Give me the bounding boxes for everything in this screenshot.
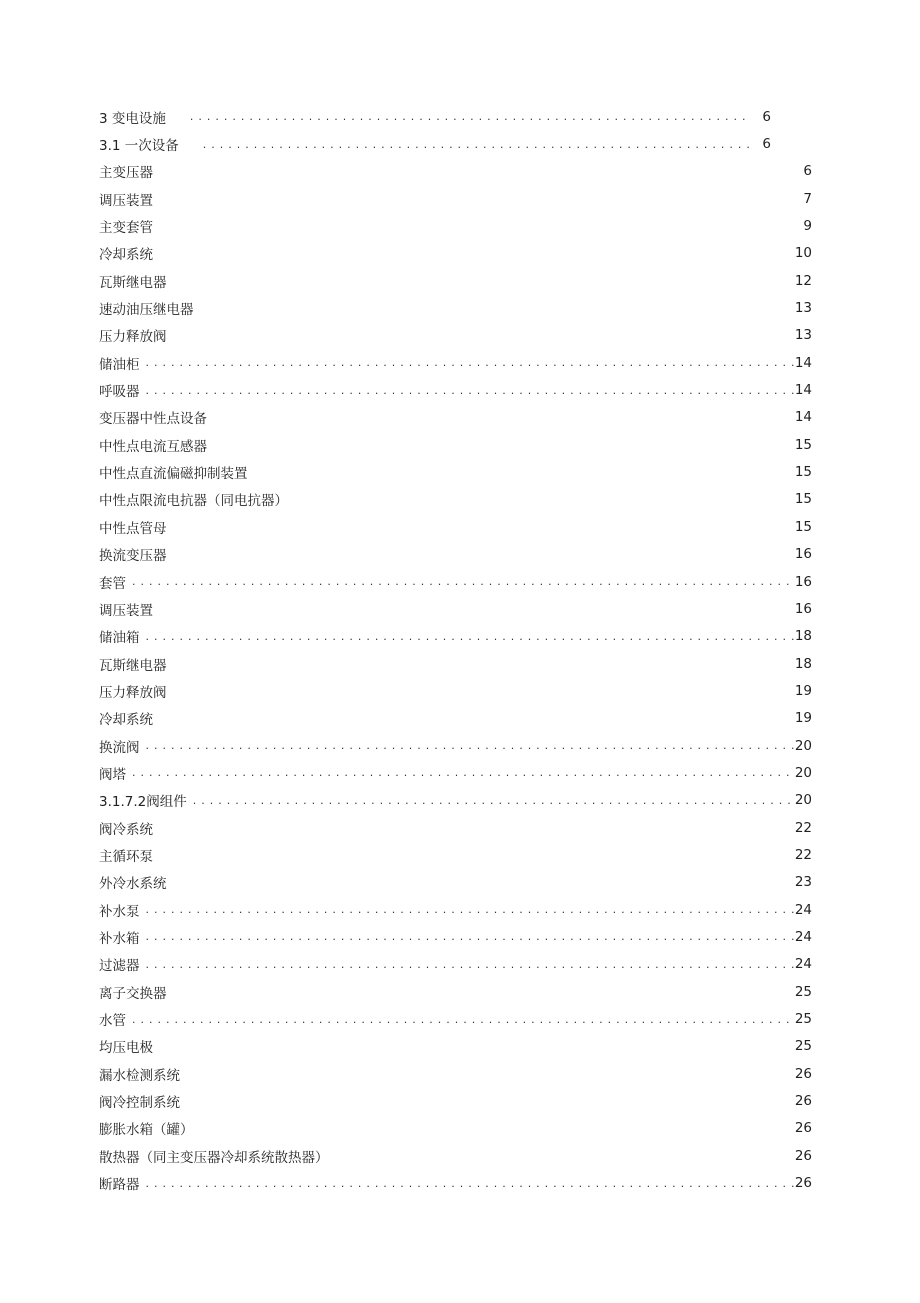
toc-entry[interactable] xyxy=(99,869,812,896)
dot-leader xyxy=(203,139,751,150)
toc-entry-page-number: 14 xyxy=(794,354,812,371)
toc-entry-page-number: 13 xyxy=(794,300,812,317)
toc-entry[interactable] xyxy=(99,623,812,650)
toc-entry[interactable] xyxy=(99,1115,812,1142)
toc-entry-title: 主循环泵 xyxy=(99,848,153,865)
toc-entry-page-number: 13 xyxy=(794,327,812,344)
toc-entry-page-number: 25 xyxy=(794,1011,812,1028)
toc-entry-title: 换流变压器 xyxy=(99,548,167,565)
toc-entry-title: 冷却系统 xyxy=(99,247,153,264)
toc-entry[interactable] xyxy=(99,759,812,786)
toc-entry-title: 压力释放阀 xyxy=(99,329,167,346)
toc-entry-title: 中性点管母 xyxy=(99,520,167,537)
toc-entry[interactable] xyxy=(99,923,812,950)
toc-entry-title: 补水泵 xyxy=(99,903,140,920)
toc-entry-page-number: 12 xyxy=(794,272,812,289)
table-of-contents xyxy=(99,103,812,1197)
toc-entry-title: 阀冷控制系统 xyxy=(99,1095,180,1112)
toc-entry-title: 膨胀水箱（罐） xyxy=(99,1122,194,1139)
toc-entry-title: 主变套管 xyxy=(99,220,153,237)
toc-entry-title: 速动油压继电器 xyxy=(99,302,194,319)
toc-entry-page-number: 26 xyxy=(794,1120,812,1137)
toc-entry[interactable] xyxy=(99,677,812,704)
toc-entry-page-number: 23 xyxy=(794,874,812,891)
toc-entry[interactable] xyxy=(99,650,812,677)
toc-entry-title: 阀冷系统 xyxy=(99,821,153,838)
toc-entry-title: 中性点限流电抗器（同电抗器） xyxy=(99,493,288,510)
toc-entry-page-number: 15 xyxy=(794,518,812,535)
toc-entry-page-number: 15 xyxy=(794,491,812,508)
toc-entry-page-number: 25 xyxy=(794,983,812,1000)
toc-entry-title: 离子交换器 xyxy=(99,985,167,1002)
toc-entry[interactable] xyxy=(99,431,812,458)
toc-entry-page-number: 20 xyxy=(794,737,812,754)
toc-entry-title: 3.1.7.2阀组件 xyxy=(99,794,187,811)
toc-entry-title: 漏水检测系统 xyxy=(99,1067,180,1084)
toc-entry[interactable] xyxy=(99,595,812,622)
dot-leader xyxy=(146,357,795,368)
toc-entry-title: 3 变电设施 xyxy=(99,110,166,127)
dot-leader xyxy=(193,795,795,806)
toc-entry[interactable] xyxy=(99,130,771,157)
toc-entry-title: 储油柜 xyxy=(99,356,140,373)
toc-entry[interactable] xyxy=(99,978,812,1005)
toc-entry-title: 阀塔 xyxy=(99,766,126,783)
toc-entry[interactable] xyxy=(99,787,812,814)
toc-entry-title: 变压器中性点设备 xyxy=(99,411,207,428)
toc-entry-page-number: 22 xyxy=(794,846,812,863)
toc-entry[interactable] xyxy=(99,185,812,212)
toc-entry-page-number: 6 xyxy=(762,136,771,153)
toc-entry[interactable] xyxy=(99,1169,812,1196)
toc-entry-page-number: 24 xyxy=(794,956,812,973)
toc-entry[interactable] xyxy=(99,158,812,185)
toc-entry-page-number: 15 xyxy=(794,436,812,453)
toc-entry[interactable] xyxy=(99,896,812,923)
toc-entry-title: 瓦斯继电器 xyxy=(99,274,167,291)
toc-entry-page-number: 24 xyxy=(794,928,812,945)
dot-leader xyxy=(146,631,795,642)
toc-entry-title: 过滤器 xyxy=(99,958,140,975)
toc-entry[interactable] xyxy=(99,841,812,868)
toc-entry-title: 压力释放阀 xyxy=(99,684,167,701)
toc-entry-title: 调压装置 xyxy=(99,192,153,209)
toc-entry[interactable] xyxy=(99,294,812,321)
toc-entry-page-number: 26 xyxy=(794,1147,812,1164)
toc-entry-title: 断路器 xyxy=(99,1177,140,1194)
dot-leader xyxy=(146,959,795,970)
toc-entry-page-number: 20 xyxy=(794,764,812,781)
toc-entry[interactable] xyxy=(99,486,812,513)
toc-entry-title: 换流阀 xyxy=(99,739,140,756)
toc-entry-title: 调压装置 xyxy=(99,602,153,619)
toc-entry[interactable] xyxy=(99,322,812,349)
toc-entry-page-number: 18 xyxy=(794,628,812,645)
toc-entry-title: 中性点电流互感器 xyxy=(99,438,207,455)
toc-entry[interactable] xyxy=(99,568,812,595)
dot-leader xyxy=(146,931,795,942)
toc-entry-page-number: 19 xyxy=(794,710,812,727)
dot-leader xyxy=(146,385,795,396)
toc-entry-page-number: 9 xyxy=(803,218,812,235)
toc-entry-title: 水管 xyxy=(99,1013,126,1030)
toc-entry[interactable] xyxy=(99,1060,812,1087)
toc-entry-page-number: 24 xyxy=(794,901,812,918)
dot-leader xyxy=(146,904,795,915)
toc-entry[interactable] xyxy=(99,267,812,294)
toc-entry[interactable] xyxy=(99,212,812,239)
toc-entry-page-number: 18 xyxy=(794,655,812,672)
toc-entry[interactable] xyxy=(99,732,812,759)
dot-leader xyxy=(132,767,795,778)
toc-entry-page-number: 6 xyxy=(762,108,771,125)
toc-entry-page-number: 22 xyxy=(794,819,812,836)
toc-entry-page-number: 6 xyxy=(803,163,812,180)
toc-entry[interactable] xyxy=(99,951,812,978)
toc-entry-title: 主变压器 xyxy=(99,165,153,182)
toc-entry-page-number: 16 xyxy=(794,546,812,563)
toc-entry-page-number: 20 xyxy=(794,792,812,809)
toc-entry[interactable] xyxy=(99,705,812,732)
toc-entry[interactable] xyxy=(99,513,812,540)
toc-entry[interactable] xyxy=(99,814,812,841)
toc-entry-page-number: 26 xyxy=(794,1065,812,1082)
toc-entry-title: 储油箱 xyxy=(99,630,140,647)
toc-entry-page-number: 10 xyxy=(794,245,812,262)
toc-entry-title: 瓦斯继电器 xyxy=(99,657,167,674)
toc-entry-title: 外冷水系统 xyxy=(99,876,167,893)
toc-entry[interactable] xyxy=(99,1005,812,1032)
toc-entry[interactable] xyxy=(99,103,771,130)
toc-entry-title: 散热器（同主变压器冷却系统散热器） xyxy=(99,1149,329,1166)
toc-entry-title: 均压电极 xyxy=(99,1040,153,1057)
toc-entry-page-number: 19 xyxy=(794,682,812,699)
toc-entry-page-number: 26 xyxy=(794,1093,812,1110)
toc-entry[interactable] xyxy=(99,376,812,403)
toc-entry-page-number: 16 xyxy=(794,573,812,590)
toc-entry[interactable] xyxy=(99,240,812,267)
toc-entry-title: 冷却系统 xyxy=(99,712,153,729)
toc-entry-page-number: 15 xyxy=(794,464,812,481)
toc-entry-title: 呼吸器 xyxy=(99,384,140,401)
toc-entry-title: 补水箱 xyxy=(99,930,140,947)
toc-entry[interactable] xyxy=(99,404,812,431)
toc-entry-page-number: 14 xyxy=(794,409,812,426)
toc-entry[interactable] xyxy=(99,1142,812,1169)
toc-entry[interactable] xyxy=(99,458,812,485)
dot-leader xyxy=(132,1014,795,1025)
toc-entry-page-number: 26 xyxy=(794,1175,812,1192)
dot-leader xyxy=(146,1178,795,1189)
toc-entry-page-number: 16 xyxy=(794,600,812,617)
toc-entry-title: 套管 xyxy=(99,575,126,592)
toc-entry-title: 中性点直流偏磁抑制装置 xyxy=(99,466,248,483)
toc-entry[interactable] xyxy=(99,1087,812,1114)
toc-entry[interactable] xyxy=(99,541,812,568)
dot-leader xyxy=(146,740,795,751)
toc-entry[interactable] xyxy=(99,1033,812,1060)
toc-entry-title: 3.1 一次设备 xyxy=(99,138,179,155)
toc-entry-page-number: 7 xyxy=(803,190,812,207)
dot-leader xyxy=(132,576,795,587)
dot-leader xyxy=(190,111,751,122)
toc-entry-page-number: 25 xyxy=(794,1038,812,1055)
toc-entry-page-number: 14 xyxy=(794,382,812,399)
toc-entry[interactable] xyxy=(99,349,812,376)
